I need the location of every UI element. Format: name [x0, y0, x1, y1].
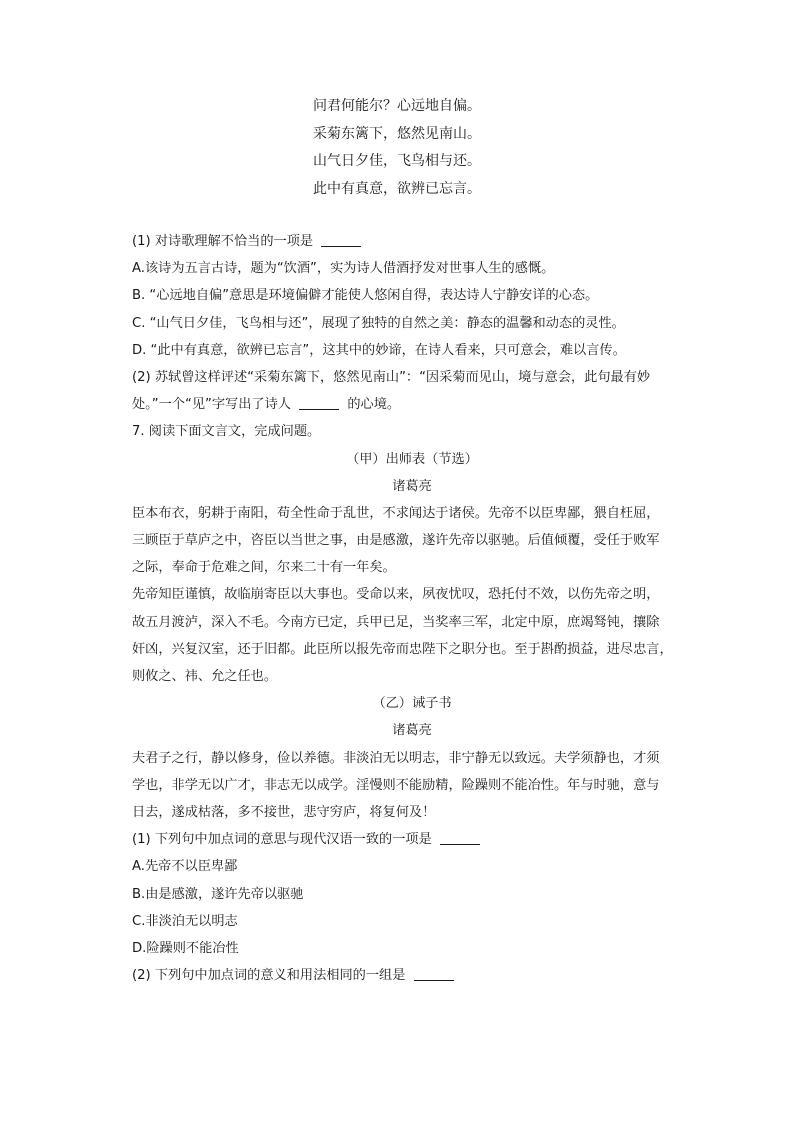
passage-a-author: 诸葛亮 [392, 478, 432, 494]
passage-a-line: 奸凶，兴复汉室，还于旧都。此臣所以报先帝而忠陛下之职分也。至于斟酌损益，进尽忠言， [132, 641, 673, 657]
q7-sub1-question [132, 826, 692, 853]
q7-sub1-option-a: A.先帝不以臣卑鄙 [132, 859, 238, 875]
q7-sub2-question [132, 962, 692, 989]
q7-stem: 7. 阅读下面文言文，完成问题。 [132, 424, 321, 440]
q7-sub1-stem: (1) 下列句中加点词的意思与现代汉语一致的一项是 [132, 832, 432, 848]
q6-sub2-text-pre: 处。”一个“见”字写出了诗人 [132, 397, 291, 413]
q7-sub1-option-d: D.险躁则不能冶性 [132, 940, 239, 956]
passage-a-line: 故五月渡泸，深入不毛。今南方已定，兵甲已足，当奖率三军，北定中原，庶竭驽钝，攘除 [132, 614, 660, 630]
passage-a-line: 则攸之、祎、允之任也。 [132, 669, 278, 684]
poem-line: 山气日夕佳，飞鸟相与还。 [313, 153, 481, 169]
poem-line: 采菊东篱下，悠然见南山。 [313, 125, 481, 142]
q6-option-b: B. “心远地自偏”意思是环境偏僻才能使人悠闲自得，表达诗人宁静安详的心态。 [132, 288, 599, 304]
answer-blank[interactable] [299, 395, 339, 410]
passage-b-title: （乙）诫子书 [372, 696, 452, 712]
q6-option-a: A.该诗为五言古诗，题为“饮酒”，实为诗人借酒抒发对世事人生的感慨。 [132, 261, 555, 277]
passage-b-author: 诸葛亮 [392, 723, 432, 739]
q6-sub2-line2 [132, 391, 692, 418]
q6-sub1-question [132, 228, 692, 255]
poem-excerpt [0, 93, 794, 203]
questions-section [132, 228, 692, 989]
passage-b-line: 学也，非学无以广才，非志无以成学。淫慢则不能励精，险躁则不能冶性。年与时驰，意与 [132, 777, 660, 793]
answer-blank[interactable] [414, 966, 454, 981]
passage-a-line: 先帝知臣谨慎，故临崩寄臣以大事也。受命以来，夙夜忧叹，恐托付不效，以伤先帝之明， [132, 587, 660, 603]
q6-option-c: C. “山气日夕佳，飞鸟相与还”，展现了独特的自然之美：静态的温馨和动态的灵性。 [132, 315, 625, 331]
passage-a-line: 三顾臣于草庐之中，咨臣以当世之事，由是感激，遂许先帝以驱驰。后值倾覆，受任于败军 [132, 533, 660, 549]
passage-a-line: 之际，奉命于危难之间，尔来二十有一年矣。 [132, 560, 396, 576]
answer-blank[interactable] [321, 232, 361, 247]
passage-a-title: （甲）出师表（节选） [346, 451, 478, 467]
passage-b-line: 日去，遂成枯落，多不接世，悲守穷庐，将复何及！ [132, 804, 436, 820]
passage-b-line: 夫君子之行，静以修身，俭以养德。非淡泊无以明志，非宁静无以致远。夫学须静也，才须 [132, 750, 660, 766]
poem-line: 问君何能尔？心远地自偏。 [313, 98, 481, 114]
answer-blank[interactable] [440, 830, 480, 845]
q6-option-d: D. “此中有真意，欲辨已忘言”，这其中的妙谛，在诗人看来，只可意会，难以言传。 [132, 342, 626, 358]
q7-sub2-stem: (2) 下列句中加点词的意义和用法相同的一组是 [132, 968, 406, 984]
poem-line: 此中有真意，欲辨已忘言。 [313, 180, 481, 197]
q7-sub1-option-c: C.非淡泊无以明志 [132, 913, 238, 929]
q6-sub2-text-post: 的心境。 [347, 397, 401, 413]
passage-a-line: 臣本布衣，躬耕于南阳，苟全性命于乱世，不求闻达于诸侯。先帝不以臣卑鄙，猥自枉屈， [132, 505, 660, 521]
q6-sub1-stem: (1) 对诗歌理解不恰当的一项是 [132, 234, 314, 249]
q7-sub1-option-b: B.由是感激，遂许先帝以驱驰 [132, 886, 304, 902]
q6-sub2-line1: (2) 苏轼曾这样评述“采菊东篱下，悠然见南山”：“因采菊而见山，境与意会，此句最有妙 [132, 369, 651, 385]
